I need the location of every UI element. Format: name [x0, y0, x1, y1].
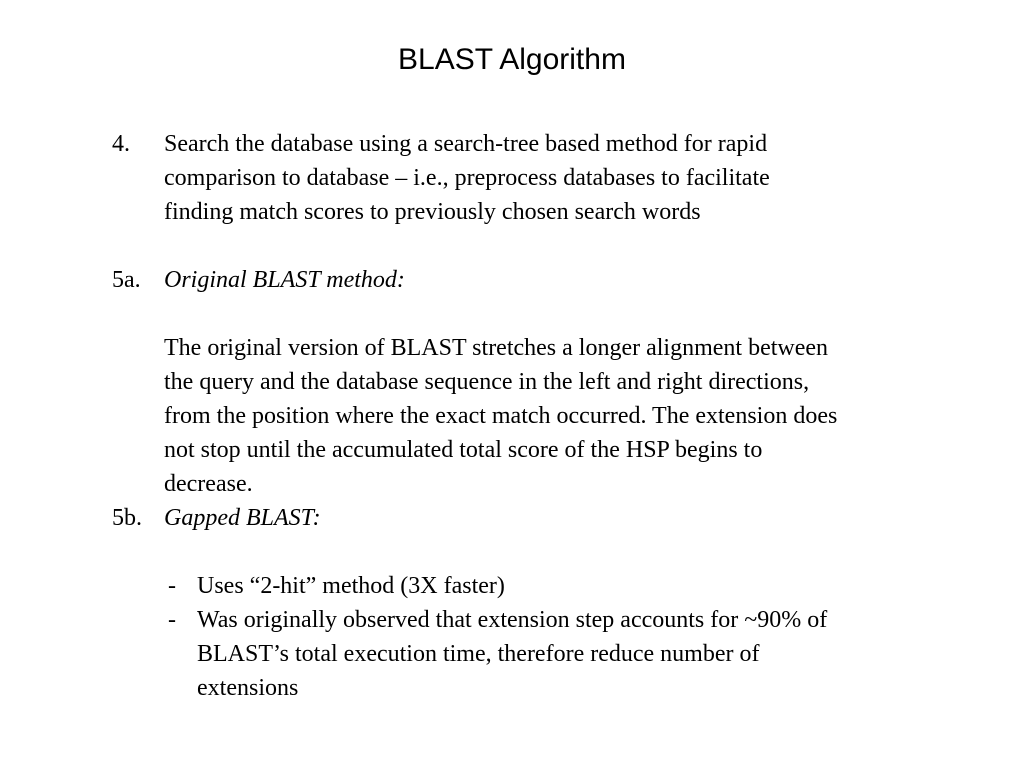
item-5a-line-4: not stop until the accumulated total score of the HSP begins to — [164, 437, 763, 463]
item-5a-line-3: from the position where the exact match occurred. The extension does — [164, 403, 838, 429]
item-4-line-3: finding match scores to previously chosen search words — [164, 199, 701, 225]
item-5a-line-2: the query and the database sequence in the left and right directions, — [164, 369, 810, 395]
item-4-line-1: Search the database using a search-tree based method for rapid — [164, 131, 768, 157]
item-5a-heading: Original BLAST method: — [164, 267, 405, 293]
item-5b-heading: Gapped BLAST: — [164, 505, 321, 531]
bullet-2-line-1: Was originally observed that extension step accounts for ~90% of — [197, 607, 828, 633]
item-5a-line-5: decrease. — [164, 471, 253, 497]
item-5b-marker: 5b. — [112, 505, 142, 531]
item-4-marker: 4. — [112, 131, 130, 157]
bullet-1-line-1: Uses “2-hit” method (3X faster) — [197, 573, 505, 599]
item-5a-line-1: The original version of BLAST stretches a longer alignment between — [164, 335, 829, 361]
bullet-2-line-2: BLAST’s total execution time, therefore reduce number of — [197, 641, 760, 667]
bullet-2-dash: - — [168, 607, 176, 633]
item-5a-marker: 5a. — [112, 267, 141, 293]
slide-title: BLAST Algorithm — [398, 43, 626, 76]
item-4-line-2: comparison to database – i.e., preprocess databases to facilitate — [164, 165, 770, 191]
bullet-2-line-3: extensions — [197, 675, 299, 701]
bullet-1-dash: - — [168, 573, 176, 599]
